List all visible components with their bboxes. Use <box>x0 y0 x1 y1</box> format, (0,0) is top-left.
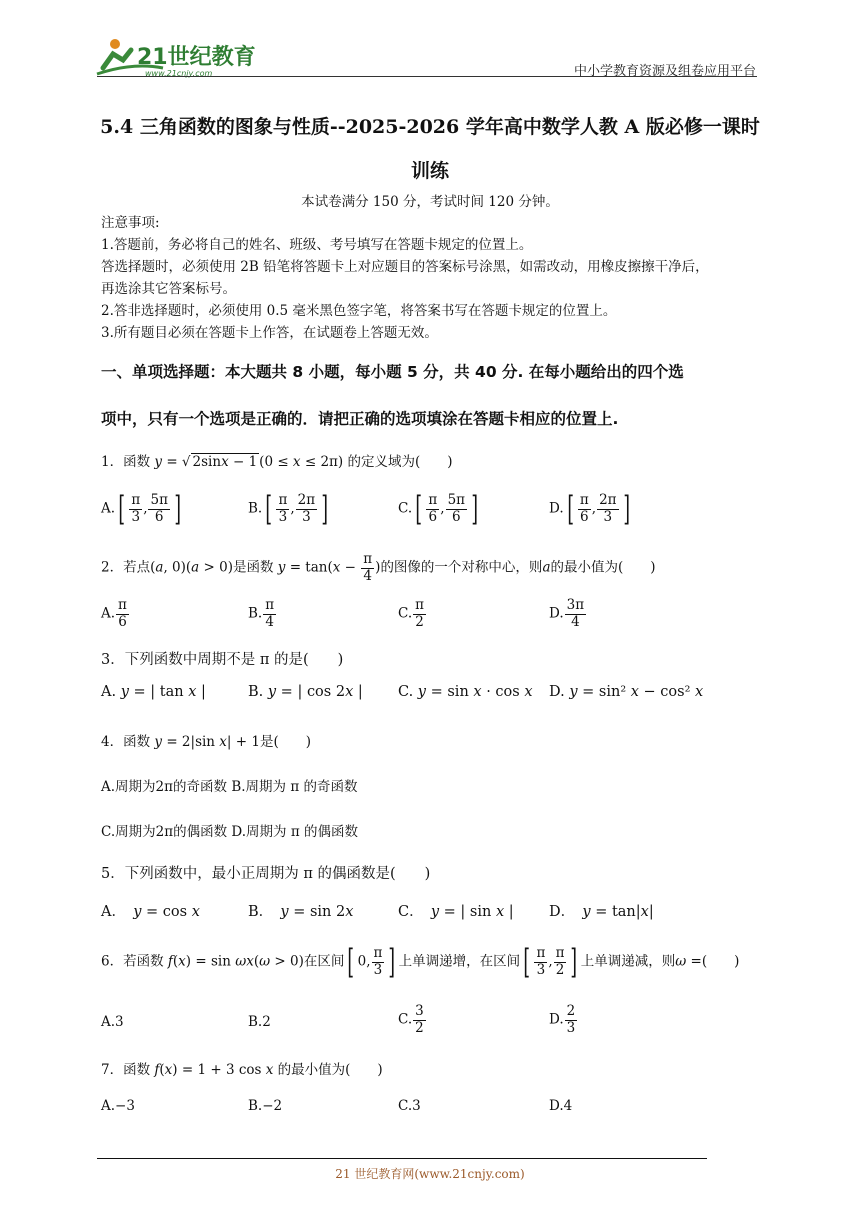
q7-option-b: B.−2 <box>248 1098 283 1114</box>
question-1: 1．函数 y = √ 2sinx − 1 (0 ≤ x ≤ 2π) 的定义域为( ) <box>101 454 453 470</box>
q5-option-d: D． y = tan|x| <box>549 904 654 920</box>
q3-option-c: C. y = sin x · cos x <box>398 684 533 700</box>
q4-options-cd: C.周期为2π的偶函数 D.周期为 π 的偶函数 <box>101 824 358 840</box>
note-item: 答选择题时，必须使用 2B 铅笔将答题卡上对应题目的答案标号涂黑，如需改动，用橡皮擦擦干净后， <box>101 259 709 275</box>
q7-option-a: A.−3 <box>101 1098 135 1114</box>
note-item: 2.答非选择题时，必须使用 0.5 毫米黑色签字笔，将答案书写在答题卡规定的位置上。 <box>101 303 617 319</box>
q7-option-d: D.4 <box>549 1098 573 1114</box>
q2-option-c: C. $\frac{\pi}{2}$ <box>398 597 425 630</box>
page-title: 5.4 三角函数的图象与性质--2025-2026 学年高中数学人教 A 版必修一课时 <box>100 116 760 138</box>
platform-name: 中小学教育资源及组卷应用平台 <box>573 64 756 79</box>
q1-option-a: A.[ $\frac{\pi}{3}$ , $\frac{5\pi}{6}$ ] <box>101 489 181 529</box>
q2-option-d: D. $\frac{3\pi}{4}$ <box>549 597 585 630</box>
question-5: 5．下列函数中，最小正周期为 π 的偶函数是( ) <box>101 866 431 882</box>
note-item: 再选涂其它答案标号。 <box>101 281 236 297</box>
q3-option-d: D. y = sin² x − cos² x <box>549 684 704 700</box>
note-item: 1.答题前，务必将自己的姓名、班级、考号填写在答题卡规定的位置上。 <box>101 237 533 253</box>
footer-divider <box>97 1158 707 1159</box>
section-heading: 一、单项选择题：本大题共 8 小题，每小题 5 分，共 40 分. 在每小题给出的四个选 <box>101 363 684 381</box>
q6-option-d: D. $\frac{2}{3}$ <box>549 1003 576 1036</box>
q4-options-ab: A.周期为2π的奇函数 B.周期为 π 的奇函数 <box>101 779 358 795</box>
q5-option-b: B． y = sin 2x <box>248 904 354 920</box>
footer-text[interactable]: 21 世纪教育网(www.21cnjy.com) <box>335 1167 525 1181</box>
page-title-cont: 训练 <box>410 160 449 182</box>
question-6: 6．若函数 f(x) = sin ωx(ω > 0)在区间[ 0, $\frac{\pi}{3}$ ] 上单调递增，在区间[ $\frac{\pi}{3}$ , $\frac{\pi}{2}$ ] 上单调递减，则ω =( ) <box>101 942 740 982</box>
exam-info: 本试卷满分 150 分，考试时间 120 分钟。 <box>301 194 559 210</box>
svg-text:www.21cnjy.com: www.21cnjy.com <box>145 69 213 78</box>
question-4: 4．函数 y = 2|sin x| + 1是( ) <box>101 734 312 750</box>
question-3: 3．下列函数中周期不是 π 的是( ) <box>101 652 344 668</box>
q5-option-a: A． y = cos x <box>101 904 200 920</box>
q7-option-c: C.3 <box>398 1098 421 1114</box>
site-logo <box>93 34 273 80</box>
question-7: 7．函数 f(x) = 1 + 3 cos x 的最小值为( ) <box>101 1062 383 1078</box>
q6-option-a: A.3 <box>101 1014 124 1030</box>
notes-heading: 注意事项: <box>101 215 160 231</box>
svg-text:21世纪教育: 21世纪教育 <box>137 45 256 70</box>
header-divider <box>97 76 757 77</box>
q6-option-c: C. $\frac{3}{2}$ <box>398 1003 424 1036</box>
q5-option-c: C． y = | sin x | <box>398 904 514 920</box>
q1-option-b: B.[ $\frac{\pi}{3}$ , $\frac{2\pi}{3}$ ] <box>248 489 329 529</box>
question-2: 2．若点(a, 0)(a > 0)是函数 y = tan(x − $\frac{\pi}{4}$ )的图像的一个对称中心，则a的最小值为( ) <box>101 551 656 584</box>
q2-option-b: B. $\frac{\pi}{4}$ <box>248 597 275 630</box>
q1-option-c: C.[ $\frac{\pi}{6}$ , $\frac{5\pi}{6}$ ] <box>398 489 478 529</box>
q3-option-a: A. y = | tan x | <box>101 684 206 700</box>
q2-option-a: A. $\frac{\pi}{6}$ <box>101 597 127 630</box>
section-heading-cont: 项中，只有一个选项是正确的．请把正确的选项填涂在答题卡相应的位置上. <box>101 410 619 428</box>
q6-option-b: B.2 <box>248 1014 271 1030</box>
note-item: 3.所有题目必须在答题卡上作答，在试题卷上答题无效。 <box>101 325 438 341</box>
notes-block <box>101 212 709 344</box>
q3-option-b: B. y = | cos 2x | <box>248 684 363 700</box>
q1-option-d: D.[ $\frac{\pi}{6}$ , $\frac{2\pi}{3}$ ] <box>549 489 630 529</box>
